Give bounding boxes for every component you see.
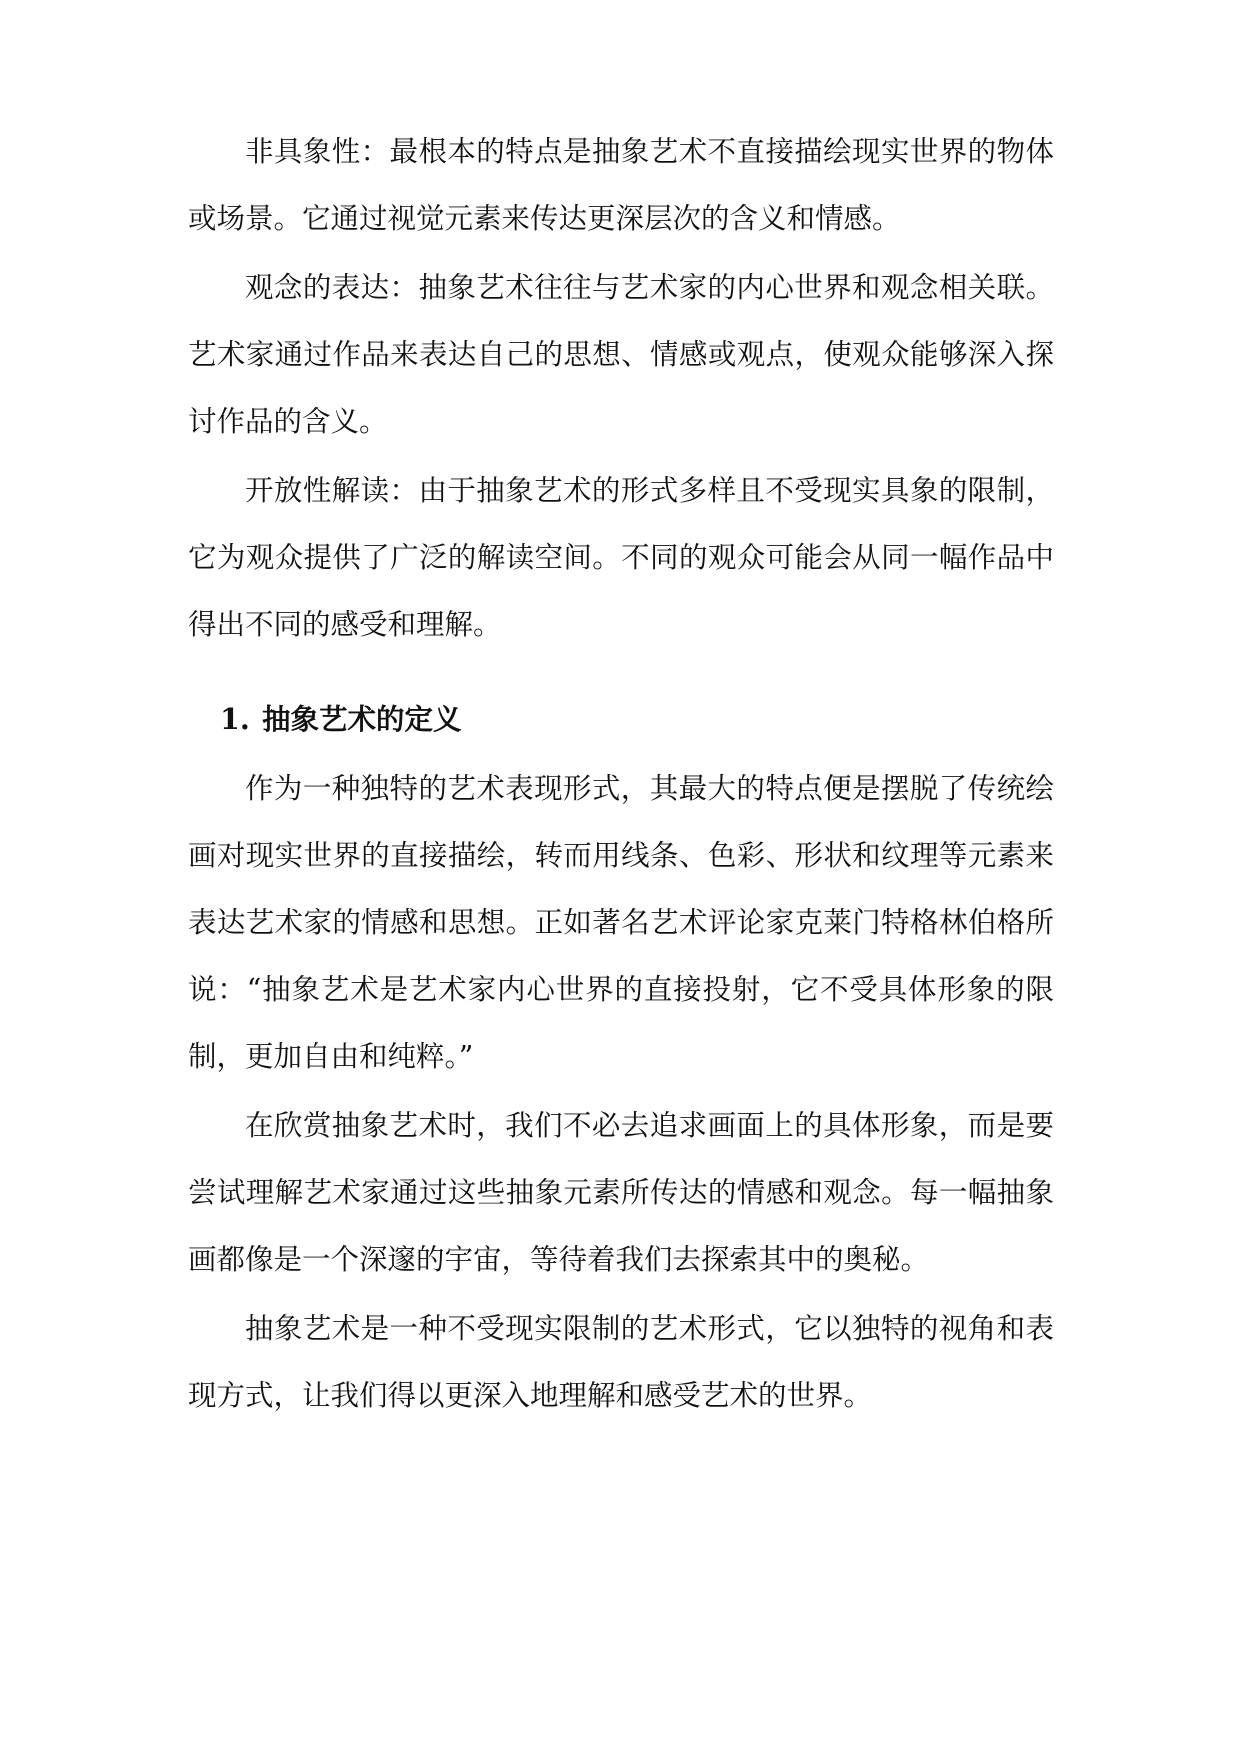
text-line: 观念的表达：抽象艺术往往与艺术家的内心世界和观念相关联。	[245, 271, 1054, 304]
section-number: 1.	[220, 702, 250, 736]
paragraph-definition	[188, 755, 1054, 1090]
section-heading	[188, 686, 1054, 753]
text-line: 开放性解读：由于抽象艺术的形式多样且不受现实具象的限制，	[245, 474, 1054, 507]
text-line: 说：“抽象艺术是艺术家内心世界的直接投射，它不受具体形象的限	[188, 973, 1054, 1006]
text-line: 现方式，让我们得以更深入地理解和感受艺术的世界。	[188, 1379, 873, 1412]
text-line: 艺术家通过作品来表达自己的思想、情感或观点，使观众能够深入探	[188, 338, 1054, 371]
text-line: 讨作品的含义。	[188, 405, 388, 438]
text-line: 作为一种独特的艺术表现形式，其最大的特点便是摆脱了传统绘	[245, 772, 1054, 805]
paragraph-open-interpretation	[188, 457, 1054, 658]
document-body	[188, 118, 1054, 1431]
text-line: 画对现实世界的直接描绘，转而用线条、色彩、形状和纹理等元素来	[188, 839, 1054, 872]
text-line: 尝试理解艺术家通过这些抽象元素所传达的情感和观念。每一幅抽象	[188, 1176, 1054, 1209]
text-line: 抽象艺术是一种不受现实限制的艺术形式，它以独特的视角和表	[245, 1312, 1054, 1345]
text-line: 表达艺术家的情感和思想。正如著名艺术评论家克莱门特格林伯格所	[188, 906, 1054, 939]
paragraph-non-representational	[188, 118, 1054, 252]
paragraph-appreciation	[188, 1092, 1054, 1293]
text-line: 画都像是一个深邃的宇宙，等待着我们去探索其中的奥秘。	[188, 1243, 930, 1276]
section-title: 抽象艺术的定义	[262, 702, 462, 736]
text-line: 制，更加自由和纯粹。”	[188, 1040, 474, 1073]
text-line: 得出不同的感受和理解。	[188, 608, 502, 641]
text-line: 在欣赏抽象艺术时，我们不必去追求画面上的具体形象，而是要	[245, 1109, 1054, 1142]
text-line: 或场景。它通过视觉元素来传达更深层次的含义和情感。	[188, 202, 901, 235]
text-line: 非具象性：最根本的特点是抽象艺术不直接描绘现实世界的物体	[245, 135, 1054, 168]
text-line: 它为观众提供了广泛的解读空间。不同的观众可能会从同一幅作品中	[188, 541, 1054, 574]
paragraph-conclusion	[188, 1295, 1054, 1429]
paragraph-expression-of-ideas	[188, 254, 1054, 455]
